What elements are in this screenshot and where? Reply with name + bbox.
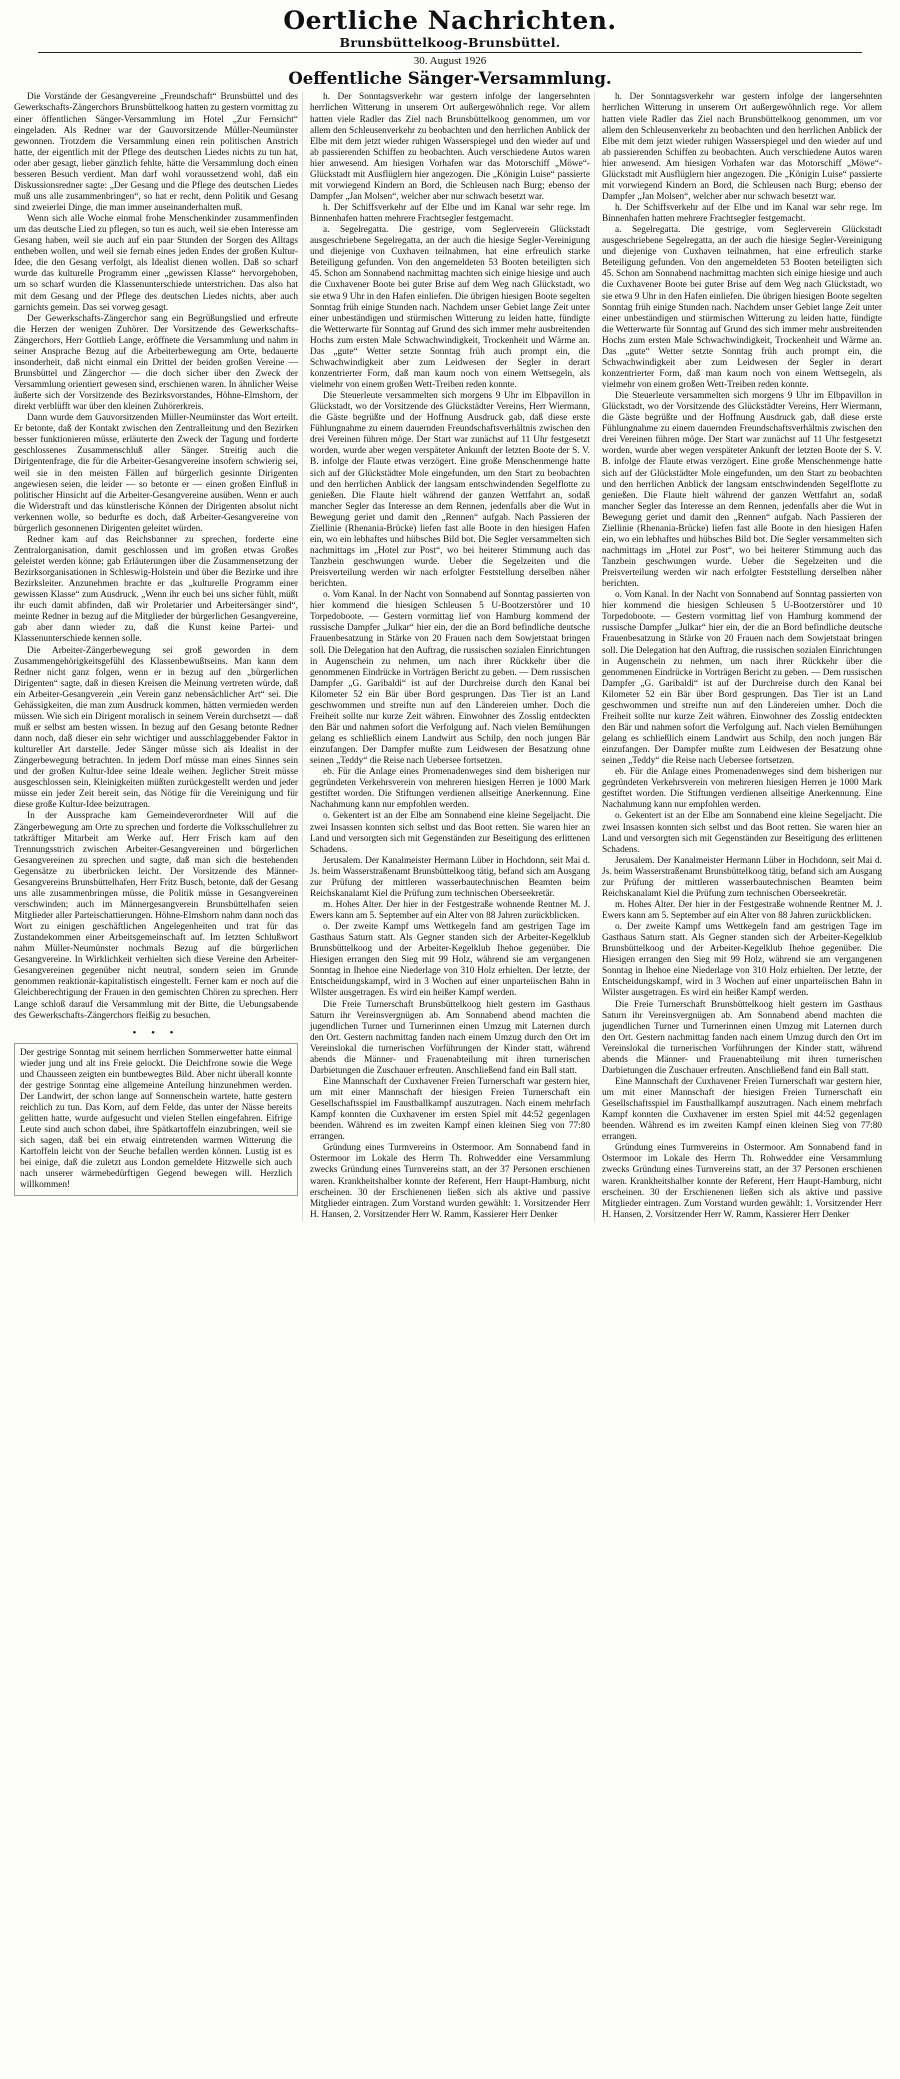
column-right	[594, 92, 886, 1220]
paragraph: a. Segelregatta. Die gestrige, vom Seglerverein Glückstadt ausgeschriebene Segelregatta, an der auch die hiesige Segler-Vereinigung und diejenige von Cuxhaven teilnahmen, hat eine erfreulich starke Beteiligung gefunden. Von den angemeldeten 53 Booten beteiligten sich 45. Schon am Sonnabend nachmittag machten sich einige hiesige und auch die Cuxhavener Boote bei guter Brise auf dem Weg nach Glückstadt, wo sie etwa 9 Uhr in den Hafen einliefen. Die übrigen hiesigen Boote segelten Sonntag früh einige Stunden nach. Nachdem unser Gebiet lange Zeit unter einer unbeständigen und stürmischen Witterung zu leiden hatte, fündigte die Wetterwarte für Sonntag auf Grund des sich immer mehr ausbreitenden Hochs zum ersten Male Schwachwindigkeit, Trockenheit und Wärme an. Das „gute“ Wetter setzte Sonntag früh auch prompt ein, die Schwachwindigkeit aber zum Leidwesen der Segler in derart konzentrierter Form, daß man kaum noch von einem Wettsegeln, als vielmehr von einem großen Wett-Treiben reden konnte.	[310, 225, 590, 391]
paragraph: o. Der zweite Kampf ums Wettkegeln fand am gestrigen Tage im Gasthaus Saturn statt. Als Gegner standen sich der Arbeiter-Kegelklub Brunsbüttelkoog und der Arbeiter-Kegelklub Ihehoe gegenüber. Die Hiesigen errangen den Sieg mit 99 Holz, während sie am vergangenen Sonntag in Ihehoe eine Niederlage von 310 Holz erhielten. Der letzte, der Entscheidungskampf, wird in 3 Wochen auf einer unparteiischen Bahn in Wilster ausgetragen. Es wird ein heißer Kampf werden.	[310, 922, 590, 999]
paragraph: Die Freie Turnerschaft Brunsbüttelkoog hielt gestern im Gasthaus Saturn ihr Vereinsvergnügen ab. Am Sonnabend abend machten die jugendlichen Turner und Turnerinnen einen Umzug mit Laternen durch den Ort. Gestern nachmittag fanden nach einem Umzug durch den Ort im Vereinslokal die turnerischen Vorführungen der Kinder statt, während abends die Männer- und Frauenabteilung mit ihren turnerischen Darbietungen die Zuschauer erfreuten. Anschließend fand ein Ball statt.	[602, 999, 882, 1076]
column-left	[10, 92, 302, 1196]
weather-note-box	[14, 1043, 298, 1197]
masthead	[10, 8, 890, 67]
paragraph: m. Hohes Alter. Der hier in der Festgestraße wohnende Rentner M. J. Ewers kann am 5. September auf ein Alter von 88 Jahren zurückblicken.	[602, 899, 882, 922]
paragraph: Gründung eines Turmvereins in Ostermoor. Am Sonnabend fand in Ostermoor im Lokale des Herrn Th. Rohwedder eine Versammlung zwecks Gründung eines Turnvereins statt, an der 37 Personen erschienen waren. Krankheitshalber konnte der Referent, Herr Haupt-Hamburg, nicht erscheinen. 30 der Erschienenen ließen sich als aktive und passive Mitglieder eintragen. Zum Vorstand wurden gewählt: 1. Vorsitzender Herr H. Hansen, 2. Vorsitzender Herr W. Ramm, Kassierer Herr Denker	[310, 1143, 590, 1220]
paragraph: Jerusalem. Der Kanalmeister Hermann Lüber in Hochdonn, seit Mai d. Js. beim Wasserstraßenamt Brunsbüttelkoog tätig, befand sich am Ausgang zur Prüfung der mittleren wasserbautechnischen Beamten beim Reichskanalamt Kiel die Prüfung zum technischen Oberseekretär.	[602, 855, 882, 899]
paper-title: Oertliche Nachrichten.	[283, 6, 617, 35]
paragraph: h. Der Sonntagsverkehr war gestern infolge der langersehnten herrlichen Witterung in unserem Ort außergewöhnlich rege. Vor allem hatten viele Radler das Ziel nach Brunsbüttelkoog genommen, um vor allem den Schleusenverkehr zu beobachten und den herrlichen Anblick der Elbe mit dem jetzt wieder ruhigen Wasserspiegel und den wieder auf und ab passierenden Schiffen zu beobachten. Auch verschiedene Autos waren hier anwesend. Am hiesigen Vorhafen war das Motorschiff „Möwe“-Glückstadt mit Ausflüglern hier angezogen. Die „Königin Luise“ passierte mit vorwiegend Kindern an Bord, die Schleusen nach Burg; ebenso der Dampfer „Jan Molsen“, welcher aber nur schwach besetzt war.	[310, 92, 590, 202]
paragraph: Die Steuerleute versammelten sich morgens 9 Uhr im Elbpavillon in Glückstadt, wo der Vorsitzende des Glückstädter Vereins, Herr Wiermann, die Gäste begrüßte und der Hoffnung Ausdruck gab, daß diese erste Fühlungnahme zu einem dauernden Freundschaftsverhältnis zwischen den drei Vereinen führen möge. Der Start war zunächst auf 11 Uhr festgesetzt worden, wurde aber wegen verspäteter Ankunft der letzten Boote der S. V. B. infolge der Flaute etwas verzögert. Eine große Menschenmenge hatte sich auf der Glückstädter Mole eingefunden, um den Start zu beobachten und den herrlichen Anblick der langsam entschwindenden Segelflotte zu genießen. Die Flaute hielt während der ganzen Wettfahrt an, sodaß mancher Segler das Interesse an dem Rennen, jedenfalls aber die Wut in Bewegung geriet und damit den „Rennen“ aufgab. Nach Passieren der Ziellinie (Rhenania-Brücke) liefen fast alle Boote in den hiesigen Hafen ein, wo ein lebhaftes und hübsches Bild bot. Die Segler versammelten sich nachmittags im „Hotel zur Post“, wo bei heiterer Stimmung auch das Tanzbein geschwungen wurde. Ueber die Segelzeiten und die Preisverteilung werden wir nach erfolgter Feststellung derselben näher berichten.	[310, 391, 590, 590]
paragraph: Wenn sich alle Woche einmal frohe Menschenkinder zusammenfinden um das deutsche Lied zu pflegen, so tun es auch, weil sie eben Interesse am Gesang haben, weil sie auch auf ein paar Stunden der Sorgen des Alltags entheben wollen, und weil sie fernab eines jeden Endes der großen Kultur-Idee, die den Gesang verfolgt, als Idealist dienen wollen. Daß so scharf wurde das kulturelle Programm einer „gewissen Klasse“ hervorgehoben, um so scharf wurden die Klassenunterschiede unterstrichen. Das also hat mit dem Gesang und der Pflege des deutschen Liedes nichts, aber auch garnichts gemein. Das sei vorweg gesagt.	[14, 214, 298, 313]
paragraph: eb. Für die Anlage eines Promenadenweges sind dem bisherigen nur gegründeten Verkehrsverein von mehreren hiesigen Herren je 1000 Mark gestiftet worden. Die Stiftungen verdienen allseitige Anerkennung. Eine Nachahmung kann nur empfohlen werden.	[310, 767, 590, 811]
paragraph: Redner kam auf das Reichsbanner zu sprechen, forderte eine Zentralorganisation, damit geschlossen und im großen etwas Großes geleistet werden könne; gab Erläuterungen über die Zusammensetzung der Bezirksorganisationen in Schleswig-Holstein und über die Bezirke und ihre Bezirksleiter. Anzunehmen brachte er das „kulturelle Programm einer gewissen Klasse“ zum Ausdruck. „Wenn ihr euch bei uns sicher fühlt, müßt ihr euch damit abfinden, daß wir Proletarier und Arbeitersänger sind“, meinte Redner in bezug auf die Mitglieder der bürgerlichen Gesangvereine, gab aber dann wieder zu, daß die Kunst keine Partei- und Klassenunterschiede kennen solle.	[14, 534, 298, 645]
paragraph: In der Aussprache kam Gemeindeverordneter Will auf die Zängerbewegung am Orte zu sprechen und forderte die Volksschullehrer zu tatkräftiger Mitarbeit am Werke auf. Herr Frisch kam auf den Trennungsstrich zwischen Arbeiter-Gesangvereinen und bürgerlichen Gesangvereinen zu sprechen und sagte, daß man sich die bestehenden Gegensätze zu überbrücken leicht. Der Vorsitzende des Männer-Gesangvereins Brunsbüttelhafen, Herr Fritz Busch, betonte, daß der Gesang uns alle zusammenbringen müsse, die Politik müsse in Gesangvereinen verschwinden; auch im Männergesangverein Brunsbüttelhafen seien Mitglieder aller Parteischattierungen. Höhne-Elmshorn nahm dann noch das Wort zu einigen geschäftlichen Angelegenheiten und trat für das Zustandekommen einer Arbeitsgemeinschaft auf. Im letzten Schlußwort nahm Müller-Neumünster nochmals Bezug auf die bürgerlichen Gesangvereine. In Wirklichkeit verhielten sich diese Vereine den Arbeiter-Gesangvereinen gegenüber nicht neutral, sondern seien im Grunde genommen reaktionär-kapitalistisch eingestellt. Ferner kam er noch auf die Gleichberechtigung der Frauen in den gemischten Chören zu sprechen. Herr Lange schloß darauf die Versammlung mit der Bitte, die Uebungsabende des Gewerkschafts-Zängerchors fleißig zu besuchen.	[14, 811, 298, 1021]
paragraph: h. Der Schiffsverkehr auf der Elbe und im Kanal war sehr rege. Im Binnenhafen hatten mehrere Frachtsegler festgemacht.	[602, 203, 882, 225]
paper-subtitle: Brunsbüttelkoog-Brunsbüttel.	[339, 35, 561, 51]
paragraph: o. Gekentert ist an der Elbe am Sonnabend eine kleine Segeljacht. Die zwei Insassen konnten sich selbst und das Boot retten. Sie waren hier an Land und versorgten sich mit Gegenständen zur Beseitigung des erlittenen Schadens.	[602, 811, 882, 855]
paper-date: 30. August 1926	[413, 55, 487, 68]
paragraph: m. Hohes Alter. Der hier in der Festgestraße wohnende Rentner M. J. Ewers kann am 5. September auf ein Alter von 88 Jahren zurückblicken.	[310, 899, 590, 922]
paragraph: o. Vom Kanal. In der Nacht von Sonnabend auf Sonntag passierten von hier kommend die hiesigen Schleusen 5 U-Bootzerstörer und 10 Torpedoboote. — Gestern vormittag lief von Hamburg kommend der russische Dampfer „Julkar“ hier ein, der die an Bord befindliche deutsche Frauenbesatzung in Stärke von 20 Frauen nach dem Sowjetstaat bringen soll. Die Delegation hat den Auftrag, die russischen sozialen Einrichtungen in Augenschein zu nehmen, um nach ihrer Rückkehr über die genommenen Eindrücke in Vorträgen Bericht zu geben. — Dem russischen Dampfer „G. Garibaldi“ ist auf der Durchreise durch den Kanal bei Kilometer 52 ein Bär über Bord gesprungen. Das Tier ist an Land geschwommen und streifte nun auf den Ländereien umher. Doch die Freiheit sollte nur kurze Zeit währen. Einwohner des Zosslig entdeckten den Bär und nahmen sofort die Verfolgung auf. Nach vielen Bemühungen gelang es schließlich einem Landwirt aus Schilp, den noch jungen Bär einzufangen. Der Dampfer mußte zum Leidwesen der Besatzung ohne seinen „Teddy“ die Reise nach Uebersee fortsetzen.	[602, 590, 882, 767]
paragraph-separator: • • •	[132, 1026, 180, 1039]
page-headline: Oeffentliche Sänger-Versammlung.	[288, 69, 612, 89]
article-columns	[10, 92, 890, 1220]
paragraph: Die Arbeiter-Zängerbewegung sei groß geworden in dem Zusammengehörigkeitsgefühl des Klassenbewußtseins. Man kann dem Redner nicht ganz folgen, wenn er in bezug auf den „bürgerlichen Dirigenten“ sagte, daß in diesen Kreisen die Meinung vertreten würde, daß ein Arbeiter-Gesangverein „ein Verein ganz nebensächlicher Art“ sei. Die Gehässigkeiten, die man zum Ausdruck kommen, hätten vermieden werden müssen. Wie sich ein Dirigent moralisch in seinem Verein durchsetzt — daß muß er selbst am besten wissen. In bezug auf den Gesang betonte Redner dann noch, daß dieser ein sehr wichtiger und ausschlaggebender Faktor in kultureller Art darstelle. Jeder Sänger müsse sich als Idealist in der Zängerbewegung betrachten. In jedem Dorf müsse man eines Sinnes sein und der großen Kultur-Idee seine Ideale weihen. Jeglicher Streit müsse ausgeschlossen sein, Kleinigkeiten müßten zurückgestellt werden und jeder müsse ein jeder Zeit bereit sein, das Nötige für die Vereinigung und für diese große Kultur-Idee beizutragen.	[14, 645, 298, 811]
paragraph: Eine Mannschaft der Cuxhavener Freien Turnerschaft war gestern hier, um mit einer Mannschaft der hiesigen Freien Turnerschaft ein Gesellschaftsspiel im Faustballkampf auszutragen. Nach einem mehrfach Kampf konnten die Cuxhavener im ersten Spiel mit 44:52 gegenlagen beenden. Während es im zweiten Kampf einen kleinen Sieg von 77:80 errangen.	[310, 1076, 590, 1143]
masthead-rule	[38, 52, 862, 53]
paragraph: Gründung eines Turmvereins in Ostermoor. Am Sonnabend fand in Ostermoor im Lokale des Herrn Th. Rohwedder eine Versammlung zwecks Gründung eines Turnvereins statt, an der 37 Personen erschienen waren. Krankheitshalber konnte der Referent, Herr Haupt-Hamburg, nicht erscheinen. 30 der Erschienenen ließen sich als aktive und passive Mitglieder eintragen. Zum Vorstand wurden gewählt: 1. Vorsitzender Herr H. Hansen, 2. Vorsitzender Herr W. Ramm, Kassierer Herr Denker	[602, 1143, 882, 1220]
paragraph: eb. Für die Anlage eines Promenadenweges sind dem bisherigen nur gegründeten Verkehrsverein von mehreren hiesigen Herren je 1000 Mark gestiftet worden. Die Stiftungen verdienen allseitige Anerkennung. Eine Nachahmung kann nur empfohlen werden.	[602, 767, 882, 811]
paragraph: h. Der Sonntagsverkehr war gestern infolge der langersehnten herrlichen Witterung in unserem Ort außergewöhnlich rege. Vor allem hatten viele Radler das Ziel nach Brunsbüttelkoog genommen, um vor allem den Schleusenverkehr zu beobachten und den herrlichen Anblick der Elbe mit dem jetzt wieder ruhigen Wasserspiegel und den wieder auf und ab passierenden Schiffen zu beobachten. Auch verschiedene Autos waren hier anwesend. Am hiesigen Vorhafen war das Motorschiff „Möwe“-Glückstadt mit Ausflüglern hier angezogen. Die „Königin Luise“ passierte mit vorwiegend Kindern an Bord, die Schleusen nach Burg; ebenso der Dampfer „Jan Molsen“, welcher aber nur schwach besetzt war.	[602, 92, 882, 202]
paragraph: o. Der zweite Kampf ums Wettkegeln fand am gestrigen Tage im Gasthaus Saturn statt. Als Gegner standen sich der Arbeiter-Kegelklub Brunsbüttelkoog und der Arbeiter-Kegelklub Ihehoe gegenüber. Die Hiesigen errangen den Sieg mit 99 Holz, während sie am vergangenen Sonntag in Ihehoe eine Niederlage von 310 Holz erhielten. Der letzte, der Entscheidungskampf, wird in 3 Wochen auf einer unparteiischen Bahn in Wilster ausgetragen. Es wird ein heißer Kampf werden.	[602, 922, 882, 999]
paragraph: Die Steuerleute versammelten sich morgens 9 Uhr im Elbpavillon in Glückstadt, wo der Vorsitzende des Glückstädter Vereins, Herr Wiermann, die Gäste begrüßte und der Hoffnung Ausdruck gab, daß diese erste Fühlungnahme zu einem dauernden Freundschaftsverhältnis zwischen den drei Vereinen führen möge. Der Start war zunächst auf 11 Uhr festgesetzt worden, wurde aber wegen verspäteter Ankunft der letzten Boote der S. V. B. infolge der Flaute etwas verzögert. Eine große Menschenmenge hatte sich auf der Glückstädter Mole eingefunden, um den Start zu beobachten und den herrlichen Anblick der langsam entschwindenden Segelflotte zu genießen. Die Flaute hielt während der ganzen Wettfahrt an, sodaß mancher Segler das Interesse an dem Rennen, jedenfalls aber die Wut in Bewegung geriet und damit den „Rennen“ aufgab. Nach Passieren der Ziellinie (Rhenania-Brücke) liefen fast alle Boote in den hiesigen Hafen ein, wo ein lebhaftes und hübsches Bild bot. Die Segler versammelten sich nachmittags im „Hotel zur Post“, wo bei heiterer Stimmung auch das Tanzbein geschwungen wurde. Ueber die Segelzeiten und die Preisverteilung werden wir nach erfolgter Feststellung derselben näher berichten.	[602, 391, 882, 590]
paragraph: Eine Mannschaft der Cuxhavener Freien Turnerschaft war gestern hier, um mit einer Mannschaft der hiesigen Freien Turnerschaft ein Gesellschaftsspiel im Faustballkampf auszutragen. Nach einem mehrfach Kampf konnten die Cuxhavener im ersten Spiel mit 44:52 gegenlagen beenden. Während es im zweiten Kampf einen kleinen Sieg von 77:80 errangen.	[602, 1076, 882, 1143]
paragraph: Jerusalem. Der Kanalmeister Hermann Lüber in Hochdonn, seit Mai d. Js. beim Wasserstraßenamt Brunsbüttelkoog tätig, befand sich am Ausgang zur Prüfung der mittleren wasserbautechnischen Beamten beim Reichskanalamt Kiel die Prüfung zum technischen Oberseekretär.	[310, 855, 590, 899]
column-middle	[302, 92, 594, 1220]
paragraph: Dann wurde dem Gauvorsitzenden Müller-Neumünster das Wort erteilt. Er betonte, daß der Kontakt zwischen den Zentralleitung und den Bezirken besser funktionieren müsse, erläuterte den Zweck der Tagung und forderte geschlossenes Zusammenschluß aller Sänger. Streitig auch die Dirigentenfrage, die für die Arbeiter-Gesangvereine insofern schwierig sei, weil sie in den meisten Fällen auf bürgerlich gesinnte Dirigenten angewiesen seien, die leider — so betonte er — einen großen Einfluß in politischer Hinsicht auf die Arbeiter-Gesangvereine ausüben. Wenn er auch die Widerstraft und das künstlerische Können der Dirigenten absolut nicht verkennen wolle, so bedurfte es doch, daß Arbeiter-Gesangvereine von bürgerlich gesonnenen Dirigenten geleitet würden.	[14, 413, 298, 534]
paragraph: Der gestrige Sonntag mit seinem herrlichen Sommerwetter hatte einmal wieder jung und alt ins Freie gelockt. Die Deichfrone sowie die Wege und Chausseen zeigten ein buntbewegtes Bild. Aber nicht überall konnte der gestrige Sonntag eine allgemeine Anteilung hinzunehmen werden. Der Landwirt, der schon lange auf Sonnenschein wartete, hatte gestern reichlich zu tun. Das Korn, auf dem Felde, das unter der Nässe bereits gelitten hatte, wurde aufgesucht und vielen Stellen eingefahren. Eifrige Leute sind auch schon dabei, ihre Spätkartoffeln einzubringen, weil sie sich sagen, daß bei ein etwaig eintretenden warmen Witterung die Kartoffeln leicht von der Seuche befallen werden können. Lustig ist es bei einige, daß die zuletzt aus London gemeldete Hitzwelle sich auch nach unserer wärmebedürftigen Gegend bewegen will. Herzlich willkommen!	[20, 1047, 292, 1191]
paragraph: a. Segelregatta. Die gestrige, vom Seglerverein Glückstadt ausgeschriebene Segelregatta, an der auch die hiesige Segler-Vereinigung und diejenige von Cuxhaven teilnahmen, hat eine erfreulich starke Beteiligung gefunden. Von den angemeldeten 53 Booten beteiligten sich 45. Schon am Sonnabend nachmittag machten sich einige hiesige und auch die Cuxhavener Boote bei guter Brise auf dem Weg nach Glückstadt, wo sie etwa 9 Uhr in den Hafen einliefen. Die übrigen hiesigen Boote segelten Sonntag früh einige Stunden nach. Nachdem unser Gebiet lange Zeit unter einer unbeständigen und stürmischen Witterung zu leiden hatte, fündigte die Wetterwarte für Sonntag auf Grund des sich immer mehr ausbreitenden Hochs zum ersten Male Schwachwindigkeit, Trockenheit und Wärme an. Das „gute“ Wetter setzte Sonntag früh auch prompt ein, die Schwachwindigkeit aber zum Leidwesen der Segler in derart konzentrierter Form, daß man kaum noch von einem Wettsegeln, als vielmehr von einem großen Wett-Treiben reden konnte.	[602, 225, 882, 391]
paragraph: Die Freie Turnerschaft Brunsbüttelkoog hielt gestern im Gasthaus Saturn ihr Vereinsvergnügen ab. Am Sonnabend abend machten die jugendlichen Turner und Turnerinnen einen Umzug mit Laternen durch den Ort. Gestern nachmittag fanden nach einem Umzug durch den Ort im Vereinslokal die turnerischen Vorführungen der Kinder statt, während abends die Männer- und Frauenabteilung mit ihren turnerischen Darbietungen die Zuschauer erfreuten. Anschließend fand ein Ball statt.	[310, 999, 590, 1076]
paragraph: Die Vorstände der Gesangvereine „Freundschaft“ Brunsbüttel und des Gewerkschafts-Zängerchors Brunsbüttelkoog hatten zu gestern vormittag zu einer öffentlichen Sänger-Versammlung im Hotel „Zur Fernsicht“ eingeladen. Als Redner war der Gauvorsitzende Müller-Neumünster gewonnen. Trotzdem die Versammlung einen rein politischen Anstrich hatte, der eigentlich mit der Pflege des deutschen Liedes nichts zu tun hat, oder aber gesagt, lieber gänzlich fehlte, hätte die Versammlung doch einen besseren Besuch verdient. Man darf wohl voraussetzend wohl, daß ein Diskussionsredner sagte: „Der Gesang und die Pflege des deutschen Liedes muß uns alle zusammenbringen“, so hat er recht, denn Politik und Gesang sind zweierlei Dinge, die man immer auseinanderhalten muß.	[14, 92, 298, 214]
paragraph: o. Gekentert ist an der Elbe am Sonnabend eine kleine Segeljacht. Die zwei Insassen konnten sich selbst und das Boot retten. Sie waren hier an Land und versorgten sich mit Gegenständen zur Beseitigung des erlittenen Schadens.	[310, 811, 590, 855]
paragraph: h. Der Schiffsverkehr auf der Elbe und im Kanal war sehr rege. Im Binnenhafen hatten mehrere Frachtsegler festgemacht.	[310, 203, 590, 225]
paragraph: o. Vom Kanal. In der Nacht von Sonnabend auf Sonntag passierten von hier kommend die hiesigen Schleusen 5 U-Bootzerstörer und 10 Torpedoboote. — Gestern vormittag lief von Hamburg kommend der russische Dampfer „Julkar“ hier ein, der die an Bord befindliche deutsche Frauenbesatzung in Stärke von 20 Frauen nach dem Sowjetstaat bringen soll. Die Delegation hat den Auftrag, die russischen sozialen Einrichtungen in Augenschein zu nehmen, um nach ihrer Rückkehr über die genommenen Eindrücke in Vorträgen Bericht zu geben. — Dem russischen Dampfer „G. Garibaldi“ ist auf der Durchreise durch den Kanal bei Kilometer 52 ein Bär über Bord gesprungen. Das Tier ist an Land geschwommen und streifte nun auf den Ländereien umher. Doch die Freiheit sollte nur kurze Zeit währen. Einwohner des Zosslig entdeckten den Bär und nahmen sofort die Verfolgung auf. Nach vielen Bemühungen gelang es schließlich einem Landwirt aus Schilp, den noch jungen Bär einzufangen. Der Dampfer mußte zum Leidwesen der Besatzung ohne seinen „Teddy“ die Reise nach Uebersee fortsetzen.	[310, 590, 590, 767]
paragraph: Der Gewerkschafts-Zängerchor sang ein Begrüßungslied und erfreute die Herzen der wenigen Zuhörer. Der Vorsitzende des Gewerkschafts-Zängerchors, Herr Gottlieb Lange, eröffnete die Versammlung und nahm in seiner Ansprache Bezug auf die Arbeiterbewegung am Orte, bedauerte insonderheit, daß nicht einmal ein Drittel der beiden großen Vereine — Brunsbüttel und Zängerchor — die doch sicher über den Zweck der Versammlung orientiert gewesen sind, erschienen waren. In ähnlicher Weise äußerte sich der Vorsitzende des Bezirksvorstandes, Höhne-Elmshorn, der direkt verblüfft war über den kleinen Zuhörerkreis.	[14, 313, 298, 413]
